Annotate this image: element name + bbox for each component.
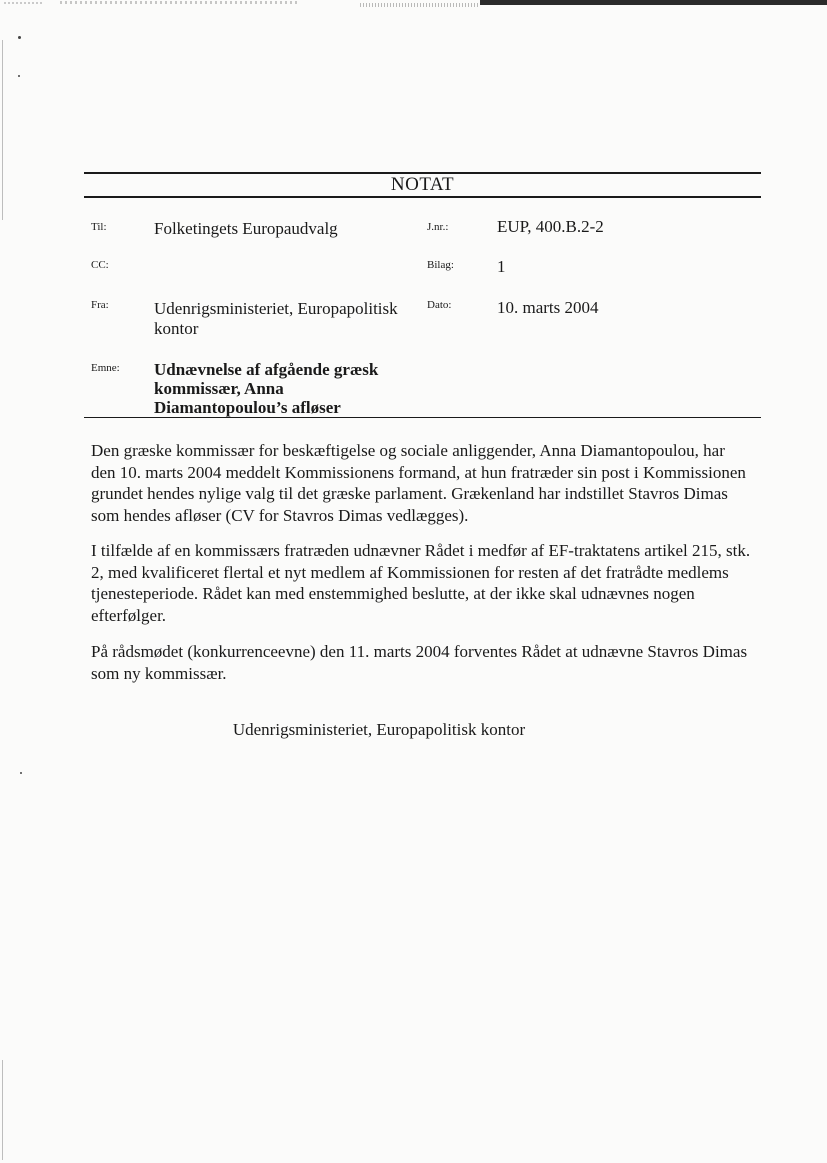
scan-speck xyxy=(18,75,20,77)
signature: Udenrigsministeriet, Europapolitisk kontor xyxy=(232,720,526,739)
jnr-label: J.nr.: xyxy=(427,221,449,233)
jnr-value: EUP, 400.B.2-2 xyxy=(497,217,604,236)
cc-label: CC: xyxy=(91,259,109,271)
bilag-label: Bilag: xyxy=(427,259,454,271)
subject-rule xyxy=(84,417,761,418)
scan-artifact xyxy=(4,2,44,4)
emne-label: Emne: xyxy=(91,362,120,374)
subject-line3: Diamantopoulou’s afløser xyxy=(154,398,341,417)
fra-label: Fra: xyxy=(91,299,109,311)
paragraph-text: Den græske kommissær for beskæftigelse og sociale anliggender, Anna Diamantopoulou, har den 10. marts 2004 meddelt Kommissionens formand, at hun fratræder sin post i Kommissionen grundet hendes nylige valg til det græske parlament. Grækenland har indstillet Stavros Dimas som hendes afløser (CV for Stavros Dimas vedlægges). xyxy=(91,441,746,525)
til-value: Folketingets Europaudvalg xyxy=(154,219,338,238)
document-title: NOTAT xyxy=(390,174,455,195)
bilag-value: 1 xyxy=(497,257,506,276)
paragraph-text: I tilfælde af en kommissærs fratræden udnævner Rådet i medfør af EF-traktatens artikel 215, stk. 2, med kvalificeret flertal et nyt medlem af Kommissionen for resten af det fratrådte medlems tjenesteperiode. Rådet kan med enstemmighed beslutte, at der ikke skal udnævnes nogen efterfølger. xyxy=(91,541,751,625)
scan-top-edge xyxy=(0,0,827,8)
fra-value-line2: kontor xyxy=(154,319,199,338)
body-paragraph-1 xyxy=(91,440,751,526)
scan-artifact xyxy=(60,1,300,4)
header-rule-bottom xyxy=(84,196,761,198)
body-paragraph-2 xyxy=(91,540,751,626)
scan-speck xyxy=(18,36,21,39)
fra-value-line1: Udenrigsministeriet, Europapolitisk xyxy=(154,299,398,318)
body-paragraph-3 xyxy=(91,641,751,684)
dato-value: 10. marts 2004 xyxy=(497,298,599,317)
scan-edge-line xyxy=(2,40,3,220)
dato-label: Dato: xyxy=(427,299,452,311)
scan-speck xyxy=(20,772,22,774)
scan-edge-line xyxy=(2,1060,3,1160)
paragraph-text: På rådsmødet (konkurrenceevne) den 11. marts 2004 forventes Rådet at udnævne Stavros Dimas som ny kommissær. xyxy=(91,642,748,683)
scan-artifact xyxy=(480,0,827,5)
scan-artifact xyxy=(360,3,480,7)
subject-line2: kommissær, Anna xyxy=(154,379,284,398)
subject-line1: Udnævnelse af afgående græsk xyxy=(154,360,379,379)
til-label: Til: xyxy=(91,221,107,233)
